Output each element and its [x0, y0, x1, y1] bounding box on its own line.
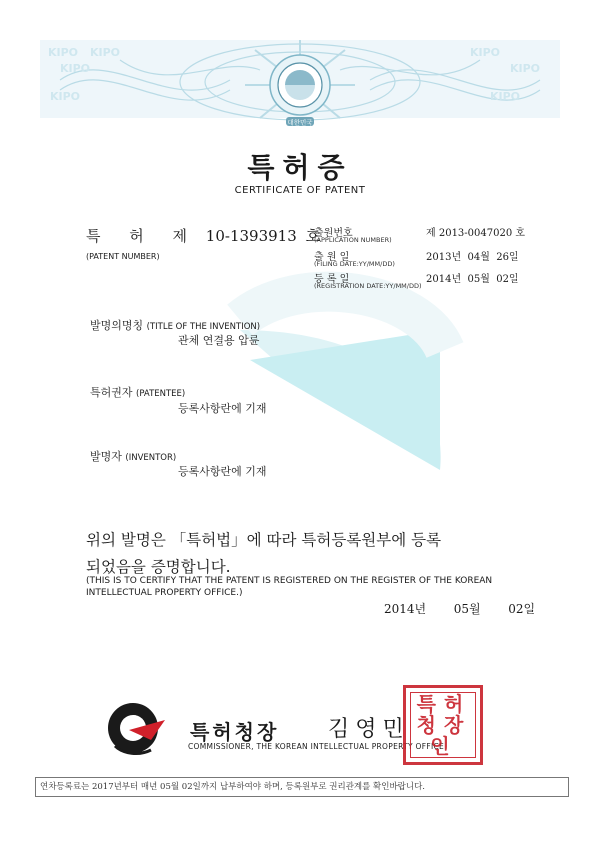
patent-number-row: [86, 225, 320, 246]
patent-number-suffix: 호: [305, 227, 321, 245]
svg-text:KIPO: KIPO: [510, 62, 541, 75]
registration-label-en: (REGISTRATION DATE:YY/MM/DD): [314, 282, 422, 290]
registration-label: 등 록 일: [314, 274, 350, 285]
commissioner-title-en: COMMISSIONER, THE KOREAN INTELLECTUAL PROPERTY OFFICE: [188, 742, 445, 751]
certification-english: (THIS IS TO CERTIFY THAT THE PATENT IS REGISTERED ON THE REGISTER OF THE KOREAN INTELLECTUAL PROPERTY OFFICE.): [86, 576, 493, 598]
application-label-en: (APPLICATION NUMBER): [314, 236, 392, 244]
certification-line-1: 위의 발명은 「특허법」에 따라 특허등록원부에 등록: [86, 531, 442, 549]
inventor-label-en: (INVENTOR): [125, 453, 177, 463]
background-swirl: [240, 292, 445, 470]
svg-text:KIPO: KIPO: [90, 46, 121, 59]
invention-label-en: (TITLE OF THE INVENTION): [146, 322, 261, 332]
patent-number-label-en: (PATENT NUMBER): [86, 252, 160, 261]
filing-label-en: (FILING DATE:YY/MM/DD): [314, 260, 395, 268]
patentee-label-en: (PATENTEE): [136, 389, 186, 399]
certification-line-2: 되었음을 증명합니다.: [86, 558, 231, 576]
inventor-value: 등록사항란에 기재: [178, 465, 267, 478]
application-label: 출원번호: [314, 228, 353, 239]
official-seal-text: 특허청장인: [416, 692, 472, 758]
official-seal: [403, 685, 483, 765]
patent-number-value: 10-1393913: [205, 227, 297, 245]
patentee-value: 등록사항란에 기재: [178, 402, 267, 415]
kipo-logo-icon: [107, 700, 169, 756]
svg-text:KIPO: KIPO: [50, 90, 81, 103]
footer-note: 연차등록료는 2017년부터 매년 05월 02일까지 납부하여야 하며, 등록원부로 권리관계를 확인바랍니다.: [40, 782, 426, 792]
registration-date: 2014년 05월 02일: [426, 274, 519, 285]
invention-title: 관체 연결용 압륜: [178, 334, 260, 347]
svg-text:KIPO: KIPO: [60, 62, 91, 75]
patentee-label: 특허권자: [90, 386, 133, 399]
certificate-title: 특허증: [247, 151, 353, 184]
patentee-label-row: [90, 384, 185, 400]
commissioner-title: 특허청장: [190, 720, 280, 744]
emblem-label: 대한민국: [287, 118, 313, 127]
patent-number-label: 특 허 제: [86, 227, 198, 245]
svg-text:KIPO: KIPO: [470, 46, 501, 59]
application-number: 제 2013-0047020 호: [426, 228, 526, 239]
filing-date: 2013년 04월 26일: [426, 252, 519, 263]
certificate-title-en: CERTIFICATE OF PATENT: [234, 185, 366, 196]
filing-label: 출 원 일: [314, 252, 350, 263]
issue-date: 2014년 05월 02일: [384, 602, 536, 616]
commissioner-name: 김영민: [328, 717, 410, 742]
svg-text:KIPO: KIPO: [490, 90, 521, 103]
invention-label: 발명의명칭: [90, 319, 144, 332]
inventor-label-row: [90, 448, 176, 464]
watermark-text: KIPO: [48, 46, 79, 59]
inventor-label: 발명자: [90, 450, 122, 463]
invention-label-row: [90, 317, 260, 333]
